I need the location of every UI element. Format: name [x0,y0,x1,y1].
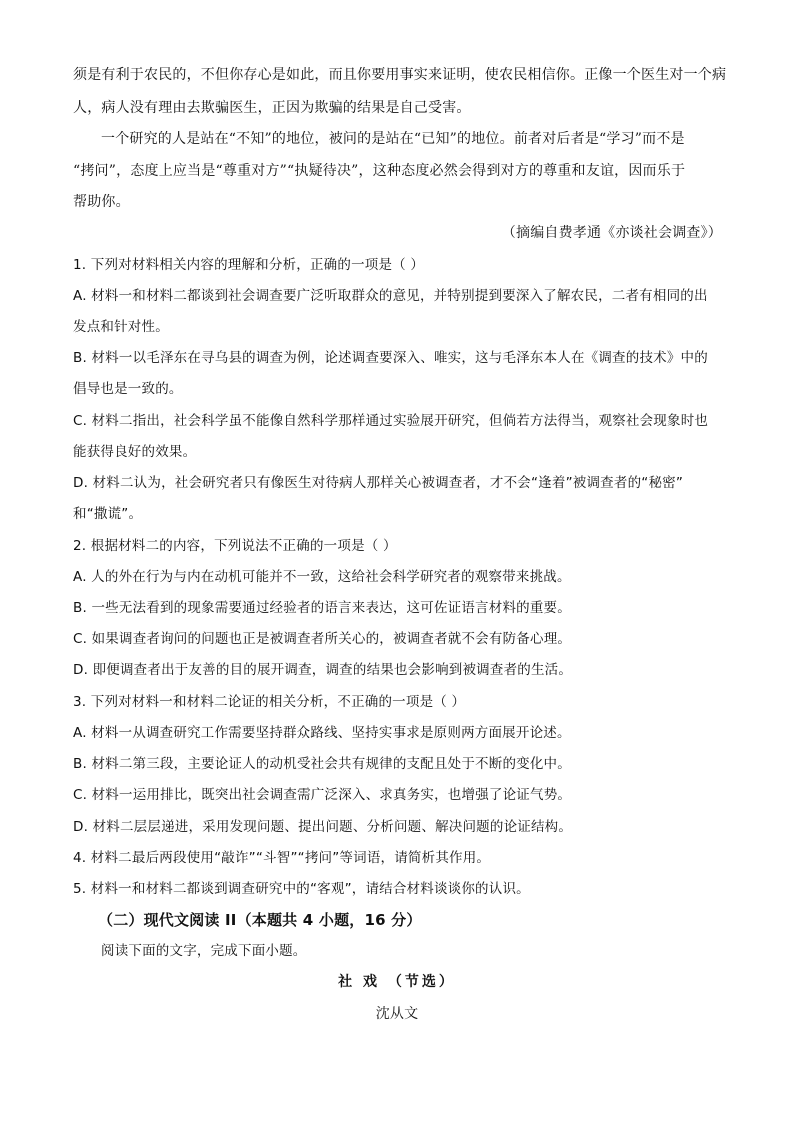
material-line-1: 须是有利于农民的，不但你存心是如此，而且你要用事实来证明，使农民相信你。正像一个医生对一个病 [73,67,727,83]
question-2-stem: 2. 根据材料二的内容，下列说法不正确的一项是（ ） [73,538,397,554]
question-1-stem: 1. 下列对材料相关内容的理解和分析，正确的一项是（ ） [73,257,425,273]
question-3-stem: 3. 下列对材料一和材料二论证的相关分析，不正确的一项是（ ） [73,694,466,710]
question-1-option-a-line-1: A. 材料一和材料二都谈到社会调查要广泛听取群众的意见，并特别提到要深入了解农民，二者有相同的出 [73,288,708,304]
passage-title: 社 戏 （节选） [338,974,456,990]
question-3-option-c: C. 材料一运用排比，既突出社会调查需广泛深入、求真务实，也增强了论证气势。 [73,787,572,803]
material-line-2: 人，病人没有理由去欺骗医生，正因为欺骗的结果是自己受害。 [73,100,471,116]
question-1-option-b-line-1: B. 材料一以毛泽东在寻乌县的调查为例，论述调查要深入、唯实，这与毛泽东本人在《调查的技术》中的 [73,350,708,366]
question-2-option-a: A. 人的外在行为与内在动机可能并不一致，这给社会科学研究者的观察带来挑战。 [73,569,571,585]
question-2-option-c: C. 如果调查者询问的问题也正是被调查者所关心的，被调查者就不会有防备心理。 [73,631,572,647]
question-3-option-a: A. 材料一从调查研究工作需要坚持群众路线、坚持实事求是原则两方面展开论述。 [73,725,571,741]
passage-author: 沈从文 [375,1006,419,1022]
question-2-option-d: D. 即便调查者出于友善的目的展开调查，调查的结果也会影响到被调查者的生活。 [73,662,573,678]
question-1-option-a-line-2: 发点和针对性。 [73,319,169,335]
question-3-option-b: B. 材料二第三段，主要论证人的动机受社会共有规律的支配且处于不断的变化中。 [73,756,571,772]
question-1-option-b-line-2: 倡导也是一致的。 [73,381,183,397]
material-line-3: 一个研究的人是站在“不知”的地位，被问的是站在“已知”的地位。前者对后者是“学习”而不是 [101,131,685,147]
section-instruction: 阅读下面的文字，完成下面小题。 [101,943,307,959]
question-1-option-c-line-2: 能获得良好的效果。 [73,444,197,460]
question-3-option-d: D. 材料二层层递进，采用发现问题、提出问题、分析问题、解决问题的论证结构。 [73,819,573,835]
material-line-5: 帮助你。 [73,194,130,210]
question-2-option-b: B. 一些无法看到的现象需要通过经验者的语言来表达，这可佐证语言材料的重要。 [73,600,571,616]
section-heading: （二）现代文阅读 II（本题共 4 小题，16 分） [98,911,422,929]
question-1-option-d-line-1: D. 材料二认为，社会研究者只有像医生对待病人那样关心被调查者，才不会“逢着”被调查者的“秘密” [73,475,684,491]
question-4: 4. 材料二最后两段使用“敲诈”“斗智”“拷问”等词语，请简析其作用。 [73,850,491,866]
question-1-option-c-line-1: C. 材料二指出，社会科学虽不能像自然科学那样通过实验展开研究，但倘若方法得当，观察社会现象时也 [73,413,709,429]
question-1-option-d-line-2: 和“撒谎”。 [73,506,143,522]
material-source: （摘编自费孝通《亦谈社会调查》） [501,225,722,241]
material-line-4: “拷问”，态度上应当是“尊重对方”“执疑待决”，这种态度必然会得到对方的尊重和友谊，因而乐于 [73,163,686,179]
question-5: 5. 材料一和材料二都谈到调查研究中的“客观”，请结合材料谈谈你的认识。 [73,881,530,897]
